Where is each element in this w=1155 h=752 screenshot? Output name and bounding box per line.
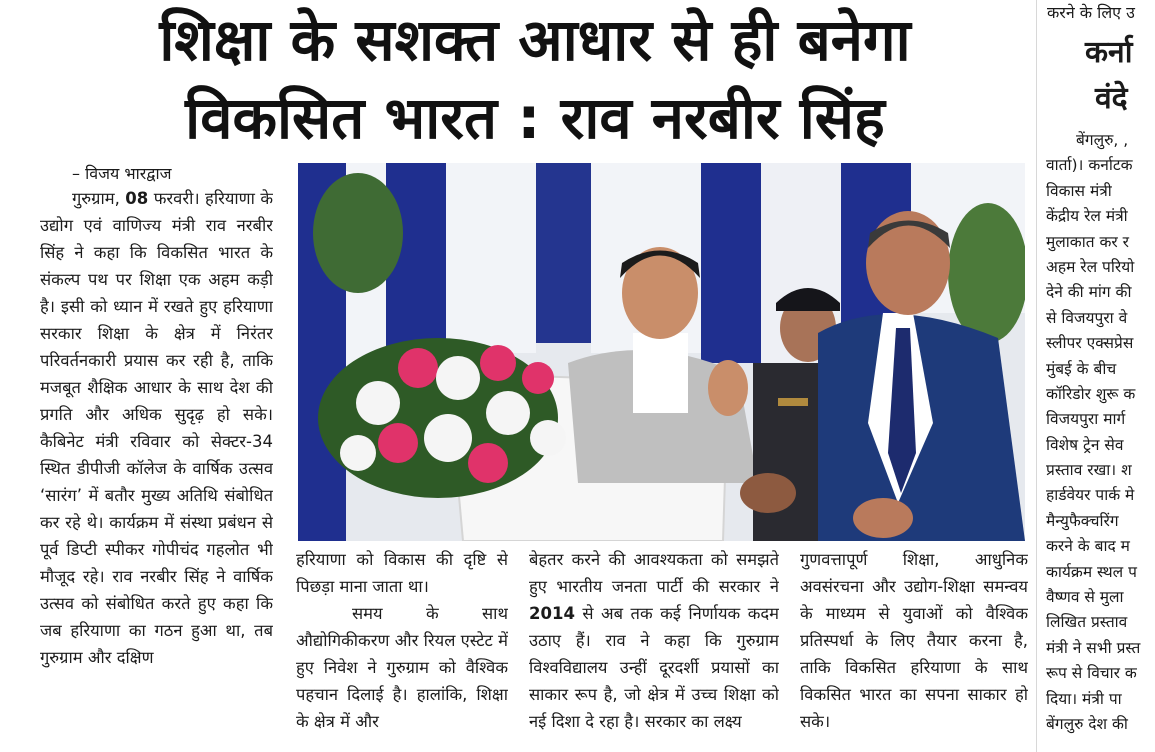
adjacent-line: मुलाकात कर र [1046, 232, 1129, 251]
adjacent-line: वैष्णव से मुला [1046, 588, 1124, 607]
adjacent-article-column [1046, 128, 1155, 737]
photo-illustration [298, 163, 1025, 541]
article-column-1 [40, 185, 273, 745]
adjacent-line: देने की मांग की [1046, 283, 1132, 302]
adjacent-line: से विजयपुरा वे [1046, 308, 1128, 327]
headline-line-1: शिक्षा के सशक्त आधार से ही बनेगा [159, 6, 911, 74]
byline: – विजय भारद्वाज [72, 164, 172, 183]
column-divider [1036, 0, 1037, 752]
column-3-year: 2014 [529, 604, 575, 623]
adjacent-headline-line-1: कर्ना [1085, 35, 1133, 70]
column-2-text-b: समय के साथ औद्योगिकीकरण और रियल एस्टेट में हुए निवेश ने गुरुग्राम को वैश्विक पहचान दिलाई है। हालांकि, शिक्षा के क्षेत्र में और [296, 604, 508, 731]
column-3-text-a: बेहतर करने की आवश्यकता को समझते हुए भारतीय जनता पार्टी की सरकार ने [529, 550, 779, 596]
dateline-place: गुरुग्राम, [72, 189, 120, 208]
adjacent-line: विजयपुरा मार्ग [1046, 410, 1126, 429]
adjacent-line: बेंगलुरु, , [1076, 131, 1129, 149]
column-1-text: फरवरी। हरियाणा के उद्योग एवं वाणिज्य मंत्री राव नरबीर सिंह ने कहा कि विकसित भारत के संकल्प पथ पर शिक्षा एक अहम कड़ी है। इसी को ध्यान में रखते हुए हरियाणा सरकार शिक्षा के क्षेत्र में निरंतर परिवर्तनकारी प्रयास कर रही है, ताकि मजबूत शैक्षिक आधार के साथ देश की प्रगति और अधिक सुदृढ़ हो सके। कैबिनेट मंत्री रविवार को सेक्टर-34 स्थित डीपीजी कॉलेज के वार्षिक उत्सव ‘सारंग’ में बतौर मुख्य अतिथि संबोधित कर रहे थे। कार्यक्रम में संस्था प्रबंधन से पूर्व डिप्टी स्पीकर गोपीचंद गहलोत भी मौजूद रहे। राव नरबीर सिंह ने वार्षिक उत्सव को संबोधित करते हुए कहा कि जब हरियाणा का गठन हुआ था, तब गुरुग्राम और दक्षिण [40, 189, 273, 667]
article-column-3 [529, 546, 779, 746]
adjacent-line: कॉरिडोर शुरू क [1046, 384, 1136, 403]
adjacent-line: बेंगलुरु देश की [1046, 714, 1128, 733]
adjacent-line: वार्ता)। कर्नाटक [1046, 156, 1133, 175]
headline-line-2: विकसित भारत : राव नरबीर सिंह [185, 84, 885, 152]
column-2-text-a: हरियाणा को विकास की दृष्टि से पिछड़ा माना जाता था। [296, 550, 508, 596]
adjacent-line: रूप से विचार क [1046, 664, 1137, 683]
dateline-date: 08 [125, 189, 149, 208]
adjacent-line: दिया। मंत्री पा [1046, 689, 1122, 708]
adjacent-line: मुंबई के बीच [1046, 359, 1117, 378]
adjacent-headline [1085, 30, 1132, 122]
column-3-text-b: से अब तक कई निर्णायक कदम उठाए हैं। राव ने कहा कि गुरुग्राम विश्वविद्यालय उन्हीं दूरदर्शी प्रयासों का साकार रूप है, जो क्षेत्र में उच्च शिक्षा को नई दिशा दे रहा है। सरकार का लक्ष्य [529, 604, 779, 731]
adjacent-headline-line-2: वंदे [1095, 81, 1128, 116]
adjacent-line: विशेष ट्रेन सेव [1046, 435, 1124, 454]
adjacent-line: मंत्री ने सभी प्रस्त [1046, 638, 1141, 657]
adjacent-line: स्लीपर एक्सप्रेस [1046, 334, 1134, 353]
adjacent-line: कार्यक्रम स्थल प [1046, 562, 1137, 581]
adjacent-line: हार्डवेयर पार्क मे [1046, 486, 1135, 505]
article-column-2 [296, 546, 508, 746]
adjacent-line: मैन्युफैक्चरिंग [1046, 511, 1119, 530]
article-photo [298, 163, 1025, 541]
adjacent-top-line: करने के लिए उ [1047, 3, 1135, 22]
adjacent-line: लिखित प्रस्ताव [1046, 613, 1128, 632]
column-4-text: गुणवत्तापूर्ण शिक्षा, आधुनिक अवसंरचना और उद्योग-शिक्षा समन्वय के माध्यम से युवाओं को वैश्विक प्रतिस्पर्धा के लिए तैयार करना है, ताकि विकसित हरियाणा के साथ विकसित भारत का सपना साकार हो सके। [800, 550, 1028, 731]
adjacent-line: अहम रेल परियो [1046, 257, 1135, 276]
adjacent-line: केंद्रीय रेल मंत्री [1046, 207, 1128, 226]
adjacent-line: करने के बाद म [1046, 537, 1130, 556]
adjacent-line: प्रस्ताव रखा। श [1046, 461, 1132, 480]
article-column-4 [800, 546, 1028, 746]
adjacent-line: विकास मंत्री [1046, 181, 1112, 200]
